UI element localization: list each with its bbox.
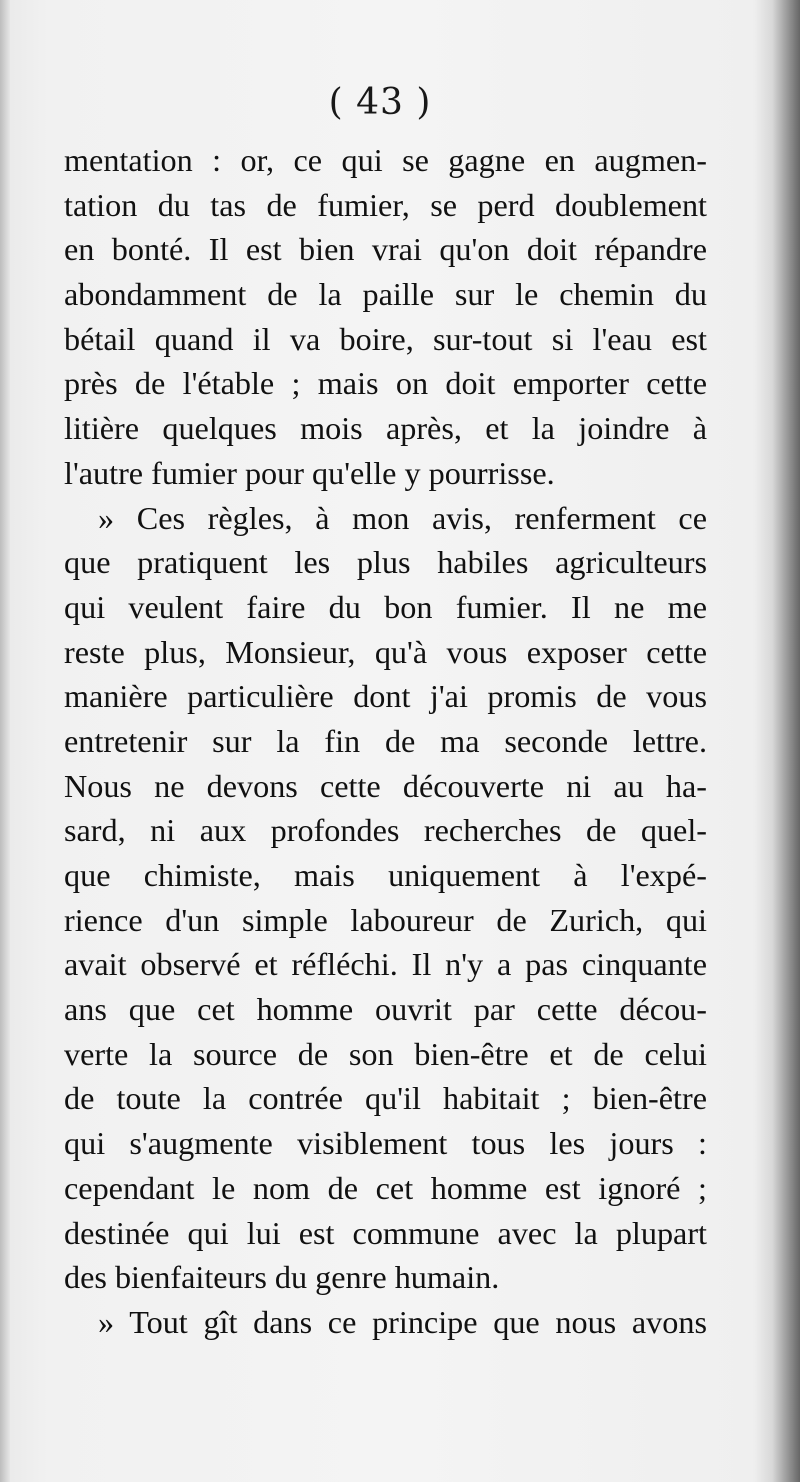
- text-line-paragraph-end: l'autre fumier pour qu'elle y pourrisse.: [64, 454, 555, 491]
- text-line: verte la source de son bien-être et de celui: [64, 1035, 707, 1072]
- text-line: entretenir sur la fin de ma seconde lettre.: [64, 722, 707, 759]
- text-line: sard, ni aux profondes recherches de quel-: [64, 812, 707, 849]
- text-line: ans que cet homme ouvrit par cette décou-: [64, 991, 707, 1028]
- text-line: près de l'étable ; mais on doit emporter cette: [64, 365, 707, 402]
- text-line-paragraph-start: » Tout gît dans ce principe que nous avons: [98, 1303, 707, 1340]
- text-line: reste plus, Monsieur, qu'à vous exposer cette: [64, 633, 707, 670]
- text-line: cependant le nom de cet homme est ignoré ;: [64, 1169, 707, 1206]
- page-number: ( 43 ): [328, 82, 432, 123]
- page-left-edge-shadow: [0, 0, 10, 1482]
- text-line: qui s'augmente visiblement tous les jours :: [64, 1125, 707, 1162]
- text-line: abondamment de la paille sur le chemin du: [64, 276, 707, 313]
- text-line: Nous ne devons cette découverte ni au ha-: [64, 767, 707, 804]
- text-line: destinée qui lui est commune avec la plupart: [64, 1214, 707, 1251]
- text-line: que pratiquent les plus habiles agriculteurs: [64, 544, 707, 581]
- text-line: bétail quand il va boire, sur-tout si l'eau est: [64, 320, 707, 357]
- text-line: mentation : or, ce qui se gagne en augmen-: [64, 142, 707, 178]
- body-text: [64, 138, 707, 1345]
- page-gutter-shadow: [754, 0, 800, 1482]
- text-line: qui veulent faire du bon fumier. Il ne me: [64, 588, 707, 625]
- text-line: tation du tas de fumier, se perd doublement: [64, 186, 707, 223]
- text-line: de toute la contrée qu'il habitait ; bien-être: [64, 1080, 707, 1117]
- text-line-paragraph-end: des bienfaiteurs du genre humain.: [64, 1259, 500, 1296]
- text-line: avait observé et réfléchi. Il n'y a pas cinquante: [64, 946, 707, 983]
- text-line: rience d'un simple laboureur de Zurich, qui: [64, 901, 707, 938]
- text-line-paragraph-start: » Ces règles, à mon avis, renferment ce: [98, 499, 707, 536]
- text-line: en bonté. Il est bien vrai qu'on doit répandre: [64, 231, 707, 268]
- text-line: que chimiste, mais uniquement à l'expé-: [64, 857, 707, 893]
- text-line: litière quelques mois après, et la joindre à: [64, 410, 707, 447]
- text-line: manière particulière dont j'ai promis de vous: [64, 678, 707, 715]
